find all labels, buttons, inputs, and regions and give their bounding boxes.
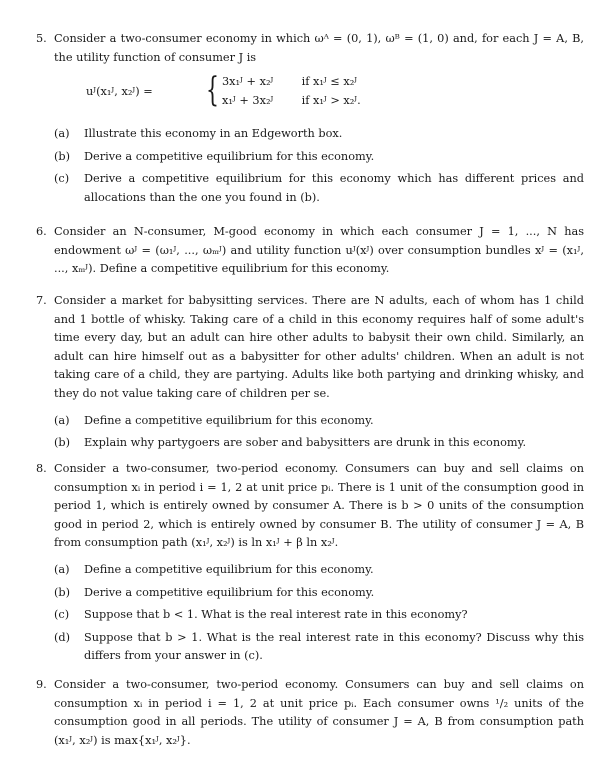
problem-7 [36, 292, 584, 457]
problem-part [54, 584, 584, 603]
part-label: (c) [54, 608, 70, 622]
problem-part [54, 561, 584, 580]
problem-part [54, 606, 584, 625]
part-label: (d) [54, 630, 71, 644]
problem-number: 8. [36, 462, 47, 475]
problem-6 [36, 223, 584, 279]
part-text: Define a competitive equilibrium for this economy. [84, 562, 374, 576]
part-text: Define a competitive equilibrium for this economy. [84, 413, 374, 427]
cases-brace: { [206, 70, 219, 111]
problem-part [54, 629, 584, 666]
problem-5 [36, 30, 584, 212]
problem-parts [54, 412, 584, 453]
case-row [222, 92, 361, 111]
part-label: (a) [54, 562, 70, 576]
problem-parts [54, 125, 584, 207]
part-label: (a) [54, 413, 70, 427]
utility-lhs: uᴶ(x₁ᴶ, x₂ᴶ) = [86, 85, 153, 99]
part-label: (a) [54, 127, 70, 141]
problem-number: 6. [36, 225, 47, 238]
part-label: (b) [54, 149, 71, 163]
part-text: Derive a competitive equilibrium for this economy. [84, 149, 375, 163]
problem-part [54, 170, 584, 207]
problem-text: Consider a two-consumer, two-period economy. Consumers can buy and sell claims on consumption xᵢ in period i = 1, 2 at unit price pᵢ. Each consumer owns ¹/₂ units of the consumption good in all periods. The utility of consumer J = A, B from consumption path (x₁ᴶ, x₂ᴶ) is max{x₁ᴶ, x₂ᴶ}. [54, 678, 584, 747]
problem-9 [36, 676, 584, 750]
problem-text: Consider a two-consumer, two-period economy. Consumers can buy and sell claims on consumption xᵢ in period i = 1, 2 at unit price pᵢ. There is 1 unit of the consumption good in period 1, which is entirely owned by consumer A. There is b > 0 units of the consumption good in period 2, which is entirely owned by consumer B. The utility of consumer J = A, B from consumption path (x₁ᴶ, x₂ᴶ) is ln x₁ᴶ + β ln x₂ᴶ. [54, 462, 584, 550]
problem-8 [36, 460, 584, 670]
problem-text: Consider a market for babysitting services. There are N adults, each of whom has 1 child and 1 bottle of whisky. Taking care of a child in this economy requires half of some adult's time every day, but an adult can hire other adults to babysit their own child. Similarly, an adult can hire himself out as a babysitter for other adults' children. When an adult is not taking care of a child, they are partying. Adults like both partying and drinking whisky, and they do not value taking care of children per se. [54, 294, 584, 400]
case-row [222, 73, 357, 92]
part-text: Derive a competitive equilibrium for this economy. [84, 585, 375, 599]
problem-part [54, 412, 584, 431]
problem-part [54, 434, 584, 453]
part-text: Derive a competitive equilibrium for this economy which has different prices and allocations than the one you found in (b). [84, 172, 584, 204]
problem-parts [54, 561, 584, 666]
utility-function-display [54, 70, 584, 113]
problem-part [54, 148, 584, 167]
case-condition: if x₁ᴶ ≤ x₂ᴶ [301, 75, 358, 89]
part-label: (c) [54, 172, 70, 186]
part-text: Suppose that b > 1. What is the real interest rate in this economy? Discuss why this differs from your answer in (c). [84, 630, 584, 663]
problem-part [54, 125, 584, 144]
part-label: (b) [54, 436, 71, 450]
problem-text: Consider an N-consumer, M-good economy in which each consumer J = 1, ..., N has endowment ωᴶ = (ω₁ᴶ, ..., ωₘᴶ) and utility function uᴶ(xᴶ) over consumption bundles xᴶ = (x₁ᴶ, ..., xₘᴶ). Define a competitive equilibrium for this economy. [54, 225, 584, 276]
part-text: Illustrate this economy in an Edgeworth box. [84, 127, 343, 141]
problem-number: 5. [36, 32, 47, 45]
case-expression: x₁ᴶ + 3x₂ᴶ [222, 94, 274, 108]
part-label: (b) [54, 585, 71, 599]
part-text: Explain why partygoers are sober and babysitters are drunk in this economy. [84, 436, 527, 450]
case-expression: 3x₁ᴶ + x₂ᴶ [222, 75, 274, 89]
part-text: Suppose that b < 1. What is the real interest rate in this economy? [84, 608, 468, 622]
problem-number: 7. [36, 294, 47, 307]
problem-number: 9. [36, 678, 47, 691]
problem-text: Consider a two-consumer economy in which ωᴬ = (0, 1), ωᴮ = (1, 0) and, for each J = A, B, the utility function of consumer J is [54, 32, 584, 64]
case-condition: if x₁ᴶ > x₂ᴶ. [301, 94, 361, 108]
